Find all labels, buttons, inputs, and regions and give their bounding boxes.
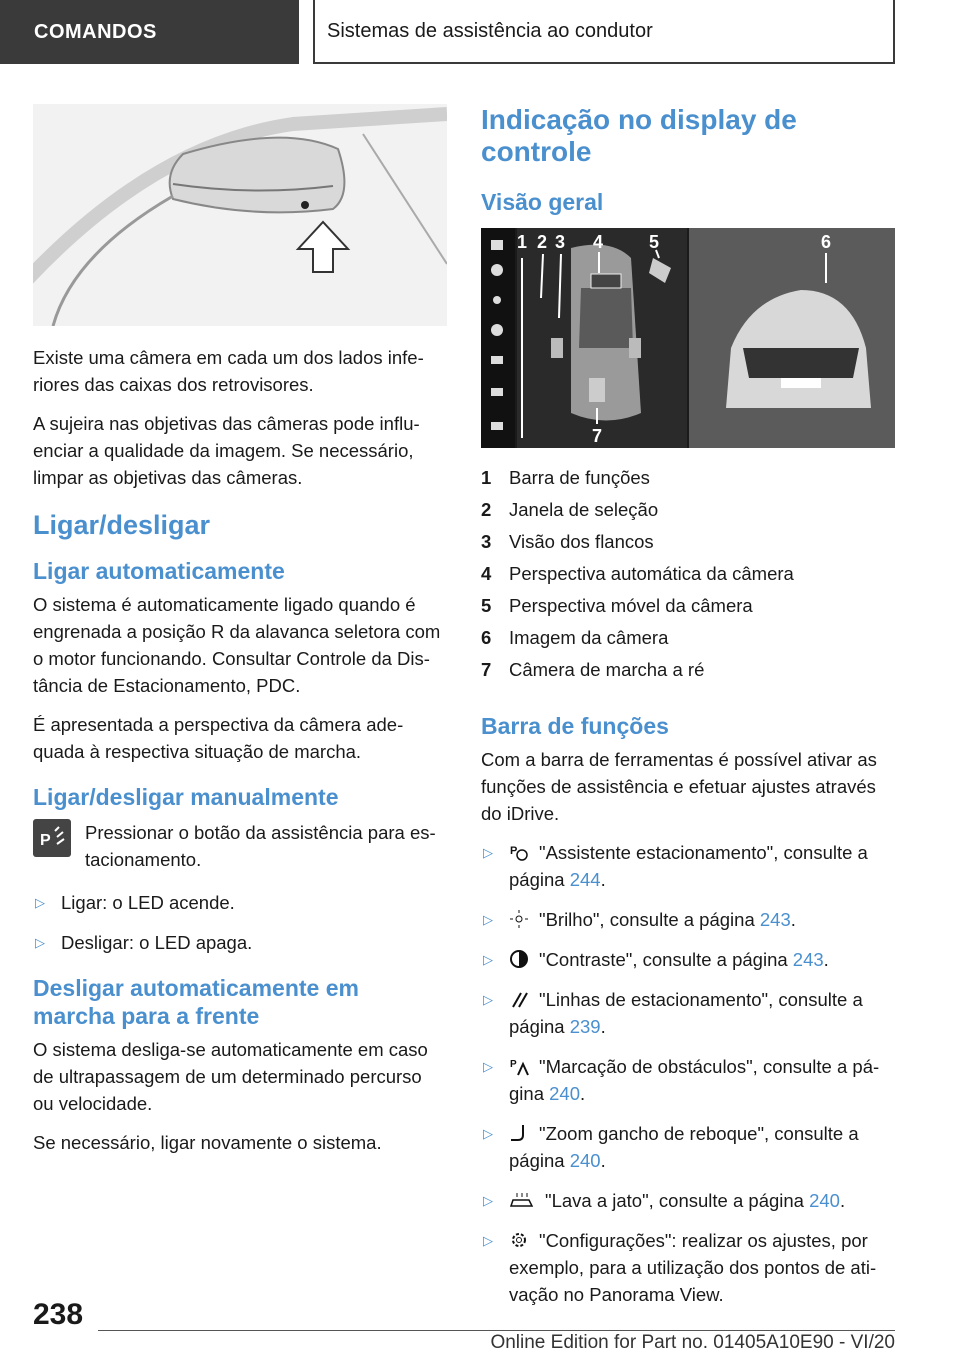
chapter-title: Sistemas de assistência ao condutor	[327, 19, 653, 42]
function-item: ▷ "Contraste", consulte a página 243.	[481, 946, 895, 973]
function-item: ▷ P "Marcação de obstáculos", consulte a pá-gina 240.	[481, 1053, 895, 1107]
parking-assistant-icon	[509, 842, 529, 862]
car-wash-icon	[509, 1190, 535, 1210]
legend-item: 5 Perspectiva móvel da câmera	[481, 595, 753, 616]
bullet-led-off: ▷ Desligar: o LED apaga.	[33, 929, 447, 956]
heading-auto-off: Desligar automaticamente em marcha para a frente	[33, 975, 359, 1029]
svg-text:P: P	[510, 1059, 517, 1070]
legend-item: 2 Janela de seleção	[481, 499, 659, 520]
bullet-led-on: ▷ Ligar: o LED acende.	[33, 889, 447, 916]
page-link-243[interactable]: 243	[792, 949, 824, 970]
bullet-triangle-icon: ▷	[35, 895, 45, 910]
callout-5: 5	[649, 232, 660, 252]
paragraph-auto-off: O sistema desliga-se automaticamente em caso de ultrapassagem de um determinado percurso ou velocidade.	[33, 1039, 428, 1114]
function-item: ▷ "Brilho", consulte a página 243.	[481, 906, 895, 933]
legend-item: 6 Imagem da câmera	[481, 627, 669, 648]
paragraph-camera-location: Existe uma câmera em cada um dos lados infe-riores das caixas dos retrovisores.	[33, 347, 424, 395]
page-link-239[interactable]: 239	[569, 1016, 601, 1037]
legend-item: 4 Perspectiva automática da câmera	[481, 563, 794, 584]
page-link-244[interactable]: 244	[569, 869, 601, 890]
settings-icon	[509, 1230, 529, 1250]
paragraph-lens-dirt: A sujeira nas objetivas das câmeras pode influ-enciar a qualidade da imagem. Se necessário, limpar as objetivas das câmeras.	[33, 413, 420, 488]
page-link-240[interactable]: 240	[569, 1150, 601, 1171]
legend-item: 3 Visão dos flancos	[481, 531, 654, 552]
tow-hook-zoom-icon	[509, 1123, 529, 1143]
button-instruction: Pressionar o botão da assistência para es-tacionamento.	[85, 822, 436, 870]
side-mirror-camera-image	[33, 104, 447, 326]
bullet-triangle-icon: ▷	[483, 1233, 493, 1248]
legend-list	[481, 462, 895, 686]
control-display-screenshot	[481, 228, 895, 448]
obstacle-marking-icon	[509, 1056, 529, 1076]
callout-1: 1	[517, 232, 528, 252]
function-item: ▷ "Lava a jato", consulte a página 240.	[481, 1187, 895, 1214]
heading-ligar-desligar: Ligar/desligar	[33, 510, 211, 540]
page-number: 238	[33, 1298, 84, 1331]
footer-edition: Online Edition for Part no. 01405A10E90 - VI/20	[490, 1332, 895, 1353]
bullet-triangle-icon: ▷	[483, 992, 493, 1007]
page-link-243[interactable]: 243	[759, 909, 791, 930]
section-tab	[0, 0, 299, 64]
page-link-240[interactable]: 240	[809, 1190, 840, 1211]
heading-function-bar: Barra de funções	[481, 713, 669, 739]
heading-manual: Ligar/desligar manualmente	[33, 784, 339, 810]
function-item: ▷ P "Assistente estacionamento", consulte a página 244.	[481, 839, 895, 893]
left-column	[33, 104, 447, 1168]
bullet-triangle-icon: ▷	[483, 845, 493, 860]
footer-divider	[98, 1330, 895, 1331]
heading-overview: Visão geral	[481, 189, 604, 215]
parking-assist-button-icon	[33, 819, 71, 857]
paragraph-auto-on: O sistema é automaticamente ligado quando é engrenada a posição R da alavanca seletora com o motor funcionando. Consultar Controle da Dis-tância de Estacionamento, PDC.	[33, 594, 441, 696]
bullet-triangle-icon: ▷	[483, 952, 493, 967]
callout-6: 6	[821, 232, 832, 252]
paragraph-function-bar: Com a barra de ferramentas é possível ativar as funções de assistência e efetuar ajustes através do iDrive.	[481, 749, 877, 824]
callout-4: 4	[593, 232, 604, 252]
section-title: COMANDOS	[34, 20, 157, 43]
svg-text:P: P	[40, 832, 51, 849]
function-item: ▷ "Configurações": realizar os ajustes, por exemplo, para a utilização dos pontos de ati-vação no Panorama View.	[481, 1227, 895, 1308]
contrast-icon	[509, 949, 529, 969]
parking-assist-button-row	[33, 819, 447, 873]
callout-7: 7	[592, 426, 603, 446]
callout-2: 2	[537, 232, 548, 252]
bullet-triangle-icon: ▷	[483, 1193, 493, 1208]
heading-ligar-automaticamente: Ligar automaticamente	[33, 558, 285, 584]
right-column	[481, 104, 895, 1321]
function-item: ▷ "Zoom gancho de reboque", consulte a página 240.	[481, 1120, 895, 1174]
chapter-header	[313, 0, 895, 64]
brightness-icon	[509, 909, 529, 929]
paragraph-reenable: Se necessário, ligar novamente o sistema.	[33, 1132, 382, 1153]
bullet-triangle-icon: ▷	[483, 912, 493, 927]
bullet-triangle-icon: ▷	[483, 1126, 493, 1141]
callout-3: 3	[555, 232, 566, 252]
function-item: ▷ "Linhas de estacionamento", consulte a página 239.	[481, 986, 895, 1040]
paragraph-perspective: É apresentada a perspectiva da câmera ade-quada à respectiva situação de marcha.	[33, 714, 404, 762]
parking-lines-icon	[509, 989, 529, 1009]
heading-display: Indicação no display de controle	[481, 104, 797, 167]
legend-item: 7 Câmera de marcha a ré	[481, 659, 705, 680]
page-link-240[interactable]: 240	[549, 1083, 580, 1104]
bullet-triangle-icon: ▷	[483, 1059, 493, 1074]
legend-item: 1 Barra de funções	[481, 467, 650, 488]
bullet-triangle-icon: ▷	[35, 935, 45, 950]
svg-text:P: P	[510, 845, 518, 857]
